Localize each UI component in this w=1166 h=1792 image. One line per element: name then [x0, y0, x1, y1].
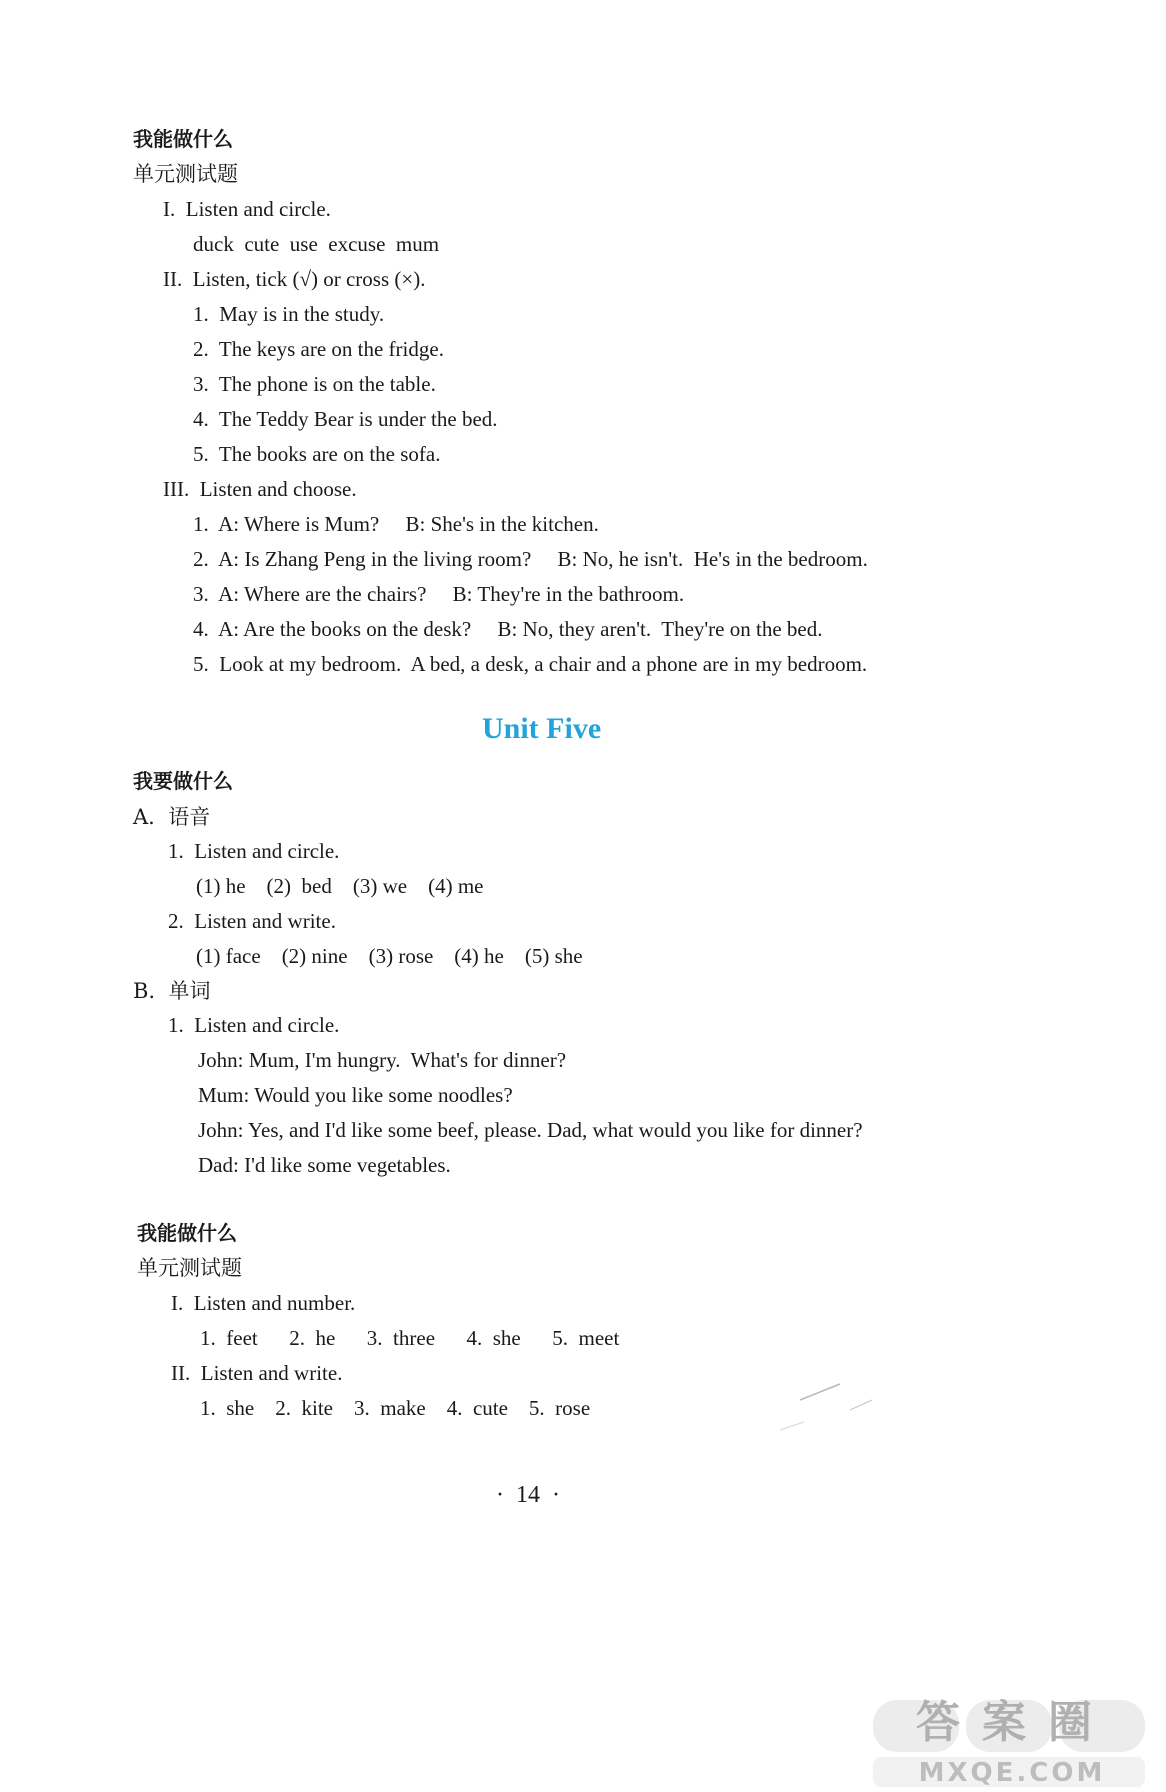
- exercise-title: 1. Listen and circle.: [168, 1013, 340, 1037]
- list-item: 3. A: Where are the chairs? B: They're in the bathroom.: [193, 582, 685, 606]
- section-heading: 我能做什么: [133, 127, 233, 151]
- unit-title: Unit Five: [482, 712, 602, 745]
- list-item: 5. Look at my bedroom. A bed, a desk, a chair and a phone are in my bedroom.: [193, 652, 868, 676]
- part-title: II. Listen and write.: [171, 1361, 343, 1385]
- exercise-items: (1) he (2) bed (3) we (4) me: [196, 874, 484, 898]
- list-item: 5. The books are on the sofa.: [193, 442, 441, 466]
- section-subheading: 单元测试题: [137, 1256, 242, 1280]
- list-item: 4. A: Are the books on the desk? B: No, they aren't. They're on the bed.: [193, 617, 823, 641]
- list-item: 2. A: Is Zhang Peng in the living room? B: No, he isn't. He's in the bedroom.: [193, 547, 868, 571]
- part-title: II. Listen, tick (√) or cross (×).: [163, 267, 426, 291]
- exercise-title: 1. Listen and circle.: [168, 839, 340, 863]
- subsection-title: A. 语音: [133, 805, 211, 829]
- section-heading: 我能做什么: [137, 1221, 237, 1245]
- exercise-title: 2. Listen and write.: [168, 909, 336, 933]
- word-list: duck cute use excuse mum: [193, 232, 440, 256]
- subsection-title: B. 单词: [133, 979, 211, 1003]
- list-item: 2. The keys are on the fridge.: [193, 337, 444, 361]
- part-title: I. Listen and number.: [171, 1291, 356, 1315]
- dialogue-line: John: Yes, and I'd like some beef, please. Dad, what would you like for dinner?: [198, 1118, 863, 1142]
- watermark-url: MXQE.COM: [918, 1758, 1106, 1788]
- dialogue-line: John: Mum, I'm hungry. What's for dinner?: [198, 1048, 567, 1072]
- list-item: 1. May is in the study.: [193, 302, 385, 326]
- page-number: · 14 ·: [496, 1482, 560, 1508]
- exercise-items: 1. she 2. kite 3. make 4. cute 5. rose: [200, 1396, 591, 1420]
- part-title: III. Listen and choose.: [163, 477, 357, 501]
- section-subheading: 单元测试题: [133, 162, 238, 186]
- list-item: 4. The Teddy Bear is under the bed.: [193, 407, 498, 431]
- section-heading: 我要做什么: [133, 769, 233, 793]
- dialogue-line: Dad: I'd like some vegetables.: [198, 1153, 451, 1177]
- exercise-items: 1. feet 2. he 3. three 4. she 5. meet: [200, 1326, 620, 1350]
- watermark-logo-text: 答案圈: [916, 1697, 1114, 1748]
- list-item: 1. A: Where is Mum? B: She's in the kitchen.: [193, 512, 599, 536]
- dialogue-line: Mum: Would you like some noodles?: [198, 1083, 513, 1107]
- exercise-items: (1) face (2) nine (3) rose (4) he (5) she: [196, 944, 583, 968]
- list-item: 3. The phone is on the table.: [193, 372, 436, 396]
- pencil-marks: [760, 1370, 880, 1450]
- part-title: I. Listen and circle.: [163, 197, 331, 221]
